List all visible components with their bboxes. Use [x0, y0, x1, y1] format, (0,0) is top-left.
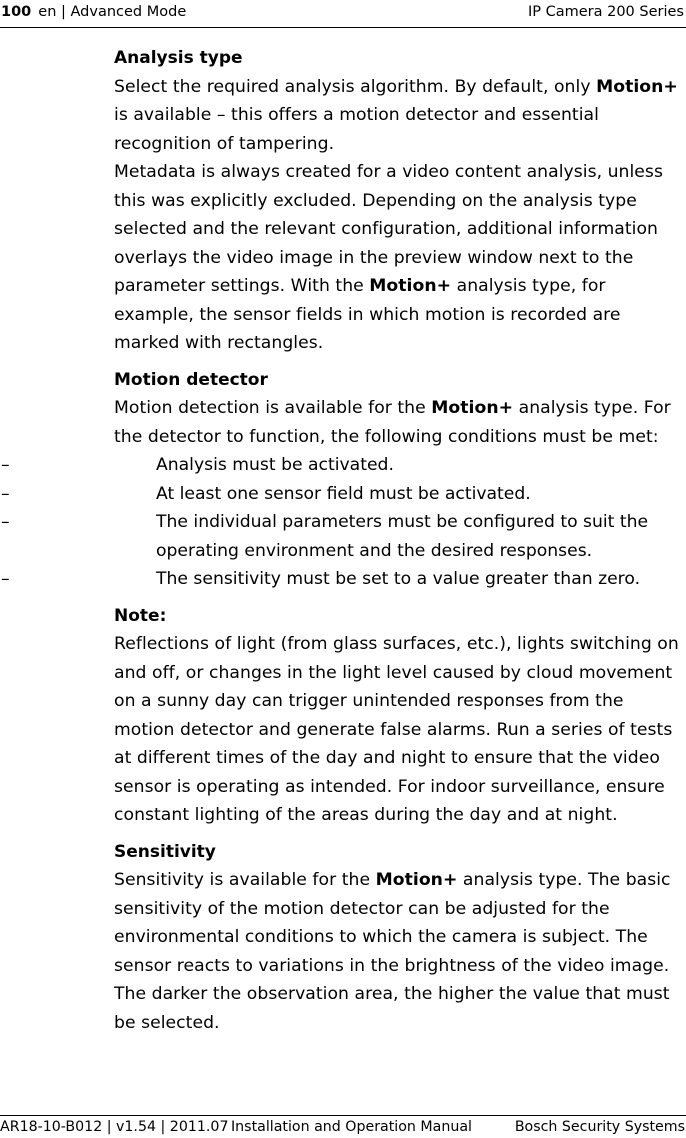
section-note — [114, 602, 686, 830]
condition-list — [1, 451, 686, 594]
header-section: en | Advanced Mode — [38, 4, 187, 20]
list-item — [1, 565, 686, 594]
bold-term: Motion+ — [596, 76, 678, 97]
section-motion-detector — [1, 366, 686, 594]
header-product: IP Camera 200 Series — [527, 4, 684, 20]
page-number: 100 — [1, 4, 32, 20]
section-title: Analysis type — [114, 48, 243, 68]
section-sensitivity — [114, 838, 686, 1038]
bold-term: Motion+ — [369, 276, 452, 296]
note-text: Reflections of light (from glass surfaces, etc.), lights switching on and off, or changes in the light level caused by cloud movement on a sunny day can trigger unintended responses from the motion detector and generate false alarms. Run a series of tests at different times of the day and night to ensure that the video sensor is operating as intended. For indoor surveillance, ensure constant lighting of the areas during the day and at night. — [114, 634, 679, 825]
text-run: Sensitivity is available for the — [114, 870, 376, 890]
dash-bullet: – — [1, 483, 10, 504]
text-run: analysis type, for example, the sensor fields in which motion is recorded are marked with rectangles. — [114, 276, 621, 353]
bold-term: Motion+ — [431, 398, 514, 418]
text-run: Motion detection is available for the — [114, 398, 432, 418]
paragraph — [114, 866, 686, 1037]
list-item — [1, 508, 686, 565]
list-item — [1, 451, 686, 480]
text-run: analysis type. The basic sensitivity of the motion detector can be adjusted for the environmental conditions to which the camera is subject. The sensor reacts to variations in the brightness of the video image. The darker the observation area, the higher the value that must be selected. — [114, 870, 671, 1033]
list-item-text: The sensitivity must be set to a value greater than zero. — [156, 569, 641, 589]
bold-term: Motion+ — [375, 870, 458, 890]
list-item-text: Analysis must be activated. — [156, 455, 394, 475]
text-run: Metadata is always created for a video content analysis, unless this was explicitly excluded. Depending on the analysis type selected and the relevant configuration, additional information overlays the video image in the preview window next to the parameter settings. With the — [114, 162, 663, 296]
section-title: Motion detector — [114, 369, 268, 390]
paragraph — [114, 73, 686, 159]
list-item — [1, 480, 686, 509]
paragraph — [114, 158, 686, 358]
page-content — [1, 44, 686, 1045]
footer-manual: Installation and Operation Manual — [231, 1119, 472, 1135]
dash-bullet: – — [1, 455, 10, 475]
page-header — [0, 0, 686, 28]
note-title: Note: — [114, 605, 167, 626]
list-item-text: The individual parameters must be configured to suit the operating environment and the desired responses. — [156, 512, 649, 561]
text-run: Select the required analysis algorithm. By default, only — [114, 76, 597, 97]
footer-doc-id: AR18-10-B012 | v1.54 | 2011.07 — [0, 1119, 229, 1135]
dash-bullet: – — [1, 569, 10, 589]
list-item-text: At least one sensor field must be activated. — [156, 483, 531, 504]
paragraph — [114, 394, 686, 451]
text-run: is available – this offers a motion detector and essential recognition of tampering. — [114, 105, 599, 154]
dash-bullet: – — [1, 512, 10, 532]
section-analysis-type — [114, 44, 686, 358]
section-title: Sensitivity — [114, 841, 216, 862]
text-run: analysis type. For the detector to function, the following conditions must be met: — [114, 398, 671, 447]
page-footer — [0, 1115, 686, 1136]
header-left — [1, 0, 186, 24]
footer-company: Bosch Security Systems — [514, 1119, 685, 1135]
